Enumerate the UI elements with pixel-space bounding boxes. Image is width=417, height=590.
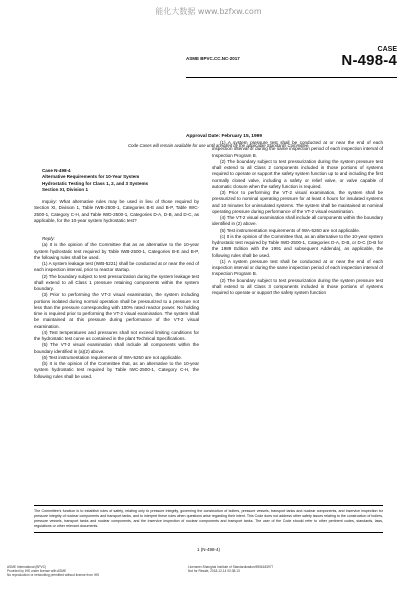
standard-label: ASME BPVC.CC.NC-2017 [186,56,240,61]
license-line: No reproduction or networking permitted without license from IHS [7,573,100,577]
left-column [34,168,199,380]
license-right [188,565,273,573]
reply-label-text: Reply: [42,236,55,241]
license-line: ASME International (BPVC) [7,565,47,569]
inquiry-text: What alternative rules may be used in lieu of those required by Section XI, Division 1, Table IWB-2500-1, Categories B-E and B-P, Table IWC-2500-1, Category C-H, and Table IWD-2500-1, Categories D-A, D-B, and D-C, as applicable, for the 10-year system hydrostatic test? [34,199,199,223]
case-title-line: Hydrostatic Testing for Class 1, 2, and 3 Systems [42,180,149,186]
reply-item: (2) The boundary subject to test pressurization during the system pressure test shall extend to all Class 3 components included in those portions of systems required to operate or support the safety system function [212,277,383,295]
case-title-line: Section XI, Division 1 [42,186,88,192]
watermark: 能化大数据 www.bzfxw.com [155,7,262,16]
reply-item: (6) Test instrumentation requirements of IWA-5260 are not applicable. [42,354,183,360]
reply-item: (5) The VT-2 visual examination shall include all components within the boundary identified in (a)(2) above. [34,342,199,354]
reply-item: (1) A system pressure test shall be conducted at or near the end of each inspection interval or during the same inspection period of each inspection interval of Inspection Program B. [212,140,383,158]
reply-b: (b) It is the opinion of the Committee that, as an alternative to the 10-year system hydrostatic test required by Table IWC-2500-1, Category C-H, the following rules shall be used. [34,361,199,379]
license-left [7,565,99,577]
reply-c: (c) It is the opinion of the Committee that, as an alternative to the 10-year system hydrostatic test required by Table IWD-2500-1, Categories D-A, D-B, or D-C (D-B for the 1989 Edition with the 1991 and subsequent Addenda), as applicable, the following rules shall be used. [212,233,383,258]
case-line: Case N-498-4 [42,168,71,173]
reply-a: (a) It is the opinion of the Committee that as an alternative to the 10-year system hydrostatic test required by Table IWB-2500-1, Categories B-E and B-P, the following rules shall be used. [34,242,199,260]
case-label: CASE [377,46,397,53]
inquiry-label: Inquiry: [42,199,57,204]
reply-item: (3) Prior to performing the VT-2 visual examination, the system including portions isolated during normal operation shall be pressurized to a pressure not less than the pressure corresponding with 100% rated reactor power. No holding time is required prior to performing the VT-2 visual examination. The system shall be maintained at this pressure during performance of the VT-2 visual examination. [34,292,199,329]
right-column [212,140,383,296]
annulment-note: Code Cases will remain available for use until annulled by the applicable Standards Committee. [128,143,310,148]
committee-function-box: The Committee's function is to establish rules of safety, relating only to pressure integrity, governing the construction of boilers, pressure vessels, transport tanks and nuclear components, and inservice inspection for pressure integrity of nuclear components and transport tanks, and to interpret these rules when questions arise regarding their intent. This Code does not address other safety issues relating to the construction of boilers, pressure vessels, transport tanks and nuclear components, and the inservice inspection of nuclear components and transport tanks. The user of the Code should refer to other pertinent codes, standards, laws, regulations or other relevant documents. [34,505,383,533]
case-number: N-498-4 [341,52,397,69]
header-rule [186,77,397,78]
case-title-line: Alternative Requirements for 10-Year System [42,174,140,180]
reply-item: (4) The VT-2 visual examination shall include all components within the boundary identified in (2) above. [212,215,383,227]
reply-item: (1) A system pressure test shall be conducted at or near the end of each inspection interval or during the same inspection period of each inspection interval of Inspection Program B. [212,258,383,277]
license-line: Provided by IHS under license with ASME [7,569,67,573]
reply-item: (4) Test temperatures and pressures shall not exceed limiting conditions for the hydrostatic test curve as contained in the plant Technical Specifications. [34,329,199,341]
reply-item: (3) Prior to performing the VT-2 visual examination, the system shall be pressurized to nominal operating pressure for at least 4 hours for insulated systems and 10 minutes for uninsulated systems. The system shall be maintained at nominal operating pressure during performance of the VT-2 visual examination. [212,190,383,214]
reply-item: (1) A system leakage test (IWB-5221) shall be conducted at or near the end of each inspection interval, prior to reactor startup. [34,261,199,273]
reply-item: (2) The boundary subject to test pressurization during the system pressure test shall extend to all Class 2 components included in those portions of systems required to operate or support the safety system function up to and including the first normally closed valve, including a safety or relief valve, or valve capable of automatic closure when the safety function is required. [212,158,383,189]
page-number: 1 (N-498-4) [196,547,220,552]
reply-item: (2) The boundary subject to test pressurization during the system leakage test shall extend to all Class 1 pressure retaining components within the system boundary. [34,273,199,291]
license-line: Licensee=Shanghai Institute of Standardization/5956183977 [188,565,274,569]
reply-item: (5) Test instrumentation requirements of IWA-5260 are not applicable. [220,227,361,233]
license-line: Not for Resale, 2018-12-14 00:38:13 [188,569,240,573]
inquiry-paragraph [34,199,199,224]
approval-date: Approval Date: February 15, 1999 [186,134,262,139]
